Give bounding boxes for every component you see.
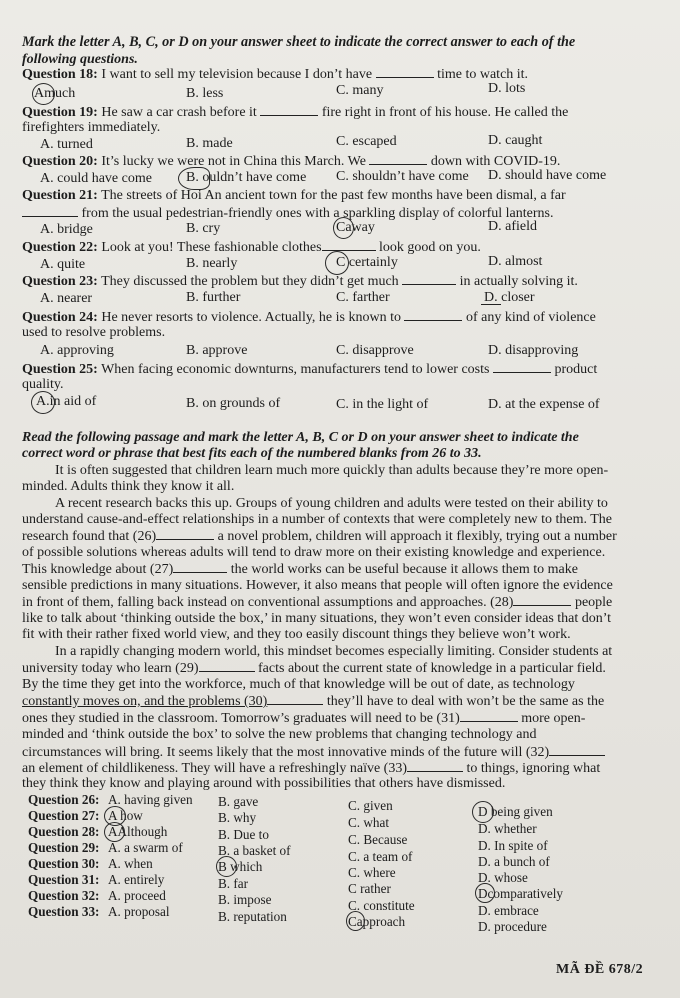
q26-option-b[interactable]: B. gave bbox=[218, 794, 259, 809]
q31-option-c[interactable]: C rather bbox=[348, 881, 391, 896]
question-20: Question 20: It’s lucky we were not in China this March. We down with COVID-19. bbox=[22, 154, 561, 169]
passage-line: constantly moves on, and the problems (30) they’ll have to deal with won’t be the same as the bbox=[22, 694, 605, 709]
q31-option-a[interactable]: A. entirely bbox=[108, 872, 165, 887]
q20-option-a[interactable]: A. could have come bbox=[40, 171, 152, 186]
q33-option-c[interactable]: Capproach bbox=[348, 914, 406, 929]
answer-circle bbox=[178, 167, 210, 190]
q22-option-b[interactable]: B. nearly bbox=[186, 256, 238, 271]
q28-option-a[interactable]: AAlthough bbox=[108, 824, 168, 839]
q19-option-c[interactable]: C. escaped bbox=[336, 134, 397, 149]
q25-option-c[interactable]: C. in the light of bbox=[336, 397, 429, 412]
q19-option-b[interactable]: B. made bbox=[186, 136, 233, 151]
q29-option-d[interactable]: D. a bunch of bbox=[478, 854, 550, 869]
question-24-cont: used to resolve problems. bbox=[22, 325, 166, 340]
instruction-line-1: Mark the letter A, B, C, or D on your answer sheet to indicate the correct answer to each of the bbox=[22, 34, 576, 50]
passage-line: ones they studied in the classroom. Tomorrow’s graduates will need to be (31) more open- bbox=[22, 711, 586, 726]
q29-option-b[interactable]: B. a basket of bbox=[218, 843, 291, 858]
q32-option-a[interactable]: A. proceed bbox=[108, 888, 166, 903]
q31-option-d[interactable]: Dcomparatively bbox=[478, 886, 563, 901]
question-22: Question 22: Look at you! These fashionable clothes look good on you. bbox=[22, 240, 481, 255]
instruction-line-2: following questions. bbox=[22, 52, 138, 67]
q25-option-d[interactable]: D. at the expense of bbox=[488, 397, 600, 412]
question-25: Question 25: When facing economic downturns, manufacturers tend to lower costs product bbox=[22, 362, 598, 377]
q28-option-d[interactable]: D. In spite of bbox=[478, 838, 548, 853]
passage-line: In a rapidly changing modern world, this mindset becomes especially limiting. Consider students at bbox=[55, 644, 613, 659]
q28-option-b[interactable]: B. Due to bbox=[218, 827, 269, 842]
question-23: Question 23: They discussed the problem but they didn’t get much in actually solving it. bbox=[22, 274, 578, 289]
q33-option-b[interactable]: B. reputation bbox=[218, 909, 287, 924]
q27-option-d[interactable]: D. whether bbox=[478, 821, 537, 836]
passage-line: minded and ‘think outside the box’ to solve the new problems that changing technology and bbox=[22, 727, 537, 742]
q30-option-c[interactable]: C. where bbox=[348, 865, 396, 880]
passage-line: minded. Adults think they know it all. bbox=[22, 479, 235, 494]
q18-option-d[interactable]: D. lots bbox=[488, 81, 526, 96]
answer-circle bbox=[346, 911, 365, 931]
q27-label: Question 27: bbox=[28, 808, 100, 823]
question-18: Question 18: I want to sell my television because I don’t have time to watch it. bbox=[22, 67, 529, 82]
q31-option-b[interactable]: B. far bbox=[218, 876, 249, 891]
q32-option-c[interactable]: C. constitute bbox=[348, 898, 415, 913]
instruction2-line-1: Read the following passage and mark the letter A, B, C or D on your answer sheet to indicate the bbox=[22, 430, 579, 445]
q26-option-a[interactable]: A. having given bbox=[108, 792, 193, 807]
q30-option-a[interactable]: A. when bbox=[108, 856, 153, 871]
passage-line: This knowledge about (27) the world works can be useful because it allows them to make bbox=[22, 562, 578, 577]
answer-circle bbox=[32, 83, 55, 105]
q26-label: Question 26: bbox=[28, 792, 100, 807]
answer-circle bbox=[472, 801, 494, 823]
q26-option-d[interactable]: D being given bbox=[478, 804, 553, 819]
question-19: Question 19: He saw a car crash before it fire right in front of his house. He called the bbox=[22, 105, 569, 120]
q29-option-c[interactable]: C. a team of bbox=[348, 849, 413, 864]
passage-line: understand cause-and-effect relationships in a number of contexts that were completely new to them. The bbox=[22, 512, 613, 527]
q19-option-d[interactable]: D. caught bbox=[488, 133, 543, 148]
q33-label: Question 33: bbox=[28, 904, 100, 919]
q20-option-b[interactable]: B. ouldn’t have come bbox=[186, 170, 307, 185]
q26-option-c[interactable]: C. given bbox=[348, 798, 393, 813]
q31-label: Question 31: bbox=[28, 872, 100, 887]
q22-option-a[interactable]: A. quite bbox=[40, 257, 86, 272]
q25-option-a[interactable]: A.in aid of bbox=[36, 394, 97, 409]
passage-line: A recent research backs this up. Groups of young children and adults were tested on their ability to bbox=[55, 496, 608, 511]
q23-option-d[interactable]: D. closer bbox=[484, 290, 535, 305]
q33-option-d[interactable]: D. procedure bbox=[478, 919, 547, 934]
passage-line: they think they know and playing around with possibilities that others have dismissed. bbox=[22, 776, 506, 791]
q23-option-c[interactable]: C. farther bbox=[336, 290, 390, 305]
q24-option-c[interactable]: C. disapprove bbox=[336, 343, 414, 358]
answer-circle bbox=[325, 251, 349, 275]
q27-option-a[interactable]: A how bbox=[108, 808, 143, 823]
q18-option-c[interactable]: C. many bbox=[336, 83, 384, 98]
q21-option-d[interactable]: D. afield bbox=[488, 219, 537, 234]
q29-option-a[interactable]: A. a swarm of bbox=[108, 840, 183, 855]
answer-circle bbox=[475, 883, 495, 903]
instruction2-line-2: correct word or phrase that best fits each of the numbered blanks from 26 to 33. bbox=[22, 446, 482, 461]
q27-option-b[interactable]: B. why bbox=[218, 810, 257, 825]
passage-line: research found that (26) a novel problem, children will approach it flexibly, trying out a number bbox=[22, 529, 617, 544]
q18-option-a[interactable]: Amuch bbox=[34, 86, 76, 101]
q18-option-b[interactable]: B. less bbox=[186, 86, 224, 101]
q21-option-c[interactable]: Caway bbox=[336, 220, 375, 235]
passage-line: of possible solutions whereas adults will tend to draw more on their existing knowledge and experience. bbox=[22, 545, 606, 560]
answer-circle bbox=[333, 217, 354, 239]
answer-mark bbox=[481, 304, 501, 305]
q30-option-b[interactable]: B which bbox=[218, 859, 263, 874]
question-24: Question 24: He never resorts to violence. Actually, he is known to of any kind of violence bbox=[22, 310, 596, 325]
q22-option-d[interactable]: D. almost bbox=[488, 254, 543, 269]
passage-line: fit with their rather fixed world view, and they too easily discount things they believe won’t work. bbox=[22, 627, 571, 642]
q27-option-c[interactable]: C. what bbox=[348, 815, 390, 830]
passage-line: sensible predictions in many situations. However, it also means that people will often ignore the evidence bbox=[22, 578, 613, 593]
q23-option-b[interactable]: B. further bbox=[186, 290, 241, 305]
passage-line: an element of childlikeness. They will have a refreshingly naïve (33) to things, ignoring what bbox=[22, 761, 601, 776]
question-21: Question 21: The streets of Hoi An ancient town for the past few months have been dismal, a far bbox=[22, 188, 566, 203]
q30-option-d[interactable]: D. whose bbox=[478, 870, 528, 885]
question-21-cont: from the usual pedestrian-friendly ones with a sparkling display of colorful lanterns. bbox=[22, 205, 554, 222]
q21-option-b[interactable]: B. cry bbox=[186, 221, 221, 236]
passage-line: By the time they get into the workforce, much of that knowledge will be out of date, as technology bbox=[22, 677, 575, 692]
q30-label: Question 30: bbox=[28, 856, 100, 871]
answer-circle bbox=[31, 391, 55, 414]
passage-line: circumstances will bring. It seems likely that the most innovative minds of the future will (32) bbox=[22, 744, 605, 761]
passage-line: like to talk about ‘thinking outside the box,’ in many situations, they won’t even consider ideas that don’t bbox=[22, 611, 612, 626]
q24-option-b[interactable]: B. approve bbox=[186, 343, 248, 358]
answer-circle bbox=[216, 856, 237, 877]
q33-option-a[interactable]: A. proposal bbox=[108, 904, 170, 919]
q23-option-a[interactable]: A. nearer bbox=[40, 291, 93, 306]
q24-option-d[interactable]: D. disapproving bbox=[488, 343, 579, 358]
q28-label: Question 28: bbox=[28, 824, 100, 839]
exam-code: MÃ ĐỀ 678/2 bbox=[556, 962, 644, 977]
question-19-cont: firefighters immediately. bbox=[22, 120, 161, 135]
question-25-cont: quality. bbox=[22, 377, 64, 392]
q25-option-b[interactable]: B. on grounds of bbox=[186, 396, 281, 411]
answer-circle bbox=[104, 822, 125, 842]
q28-option-c[interactable]: C. Because bbox=[348, 832, 408, 847]
q24-option-a[interactable]: A. approving bbox=[40, 343, 114, 358]
q22-option-c[interactable]: C certainly bbox=[336, 255, 398, 270]
passage-line: It is often suggested that children learn much more quickly than adults because they’re more open- bbox=[55, 463, 609, 478]
q20-option-c[interactable]: C. shouldn’t have come bbox=[336, 169, 469, 184]
q32-option-b[interactable]: B. impose bbox=[218, 892, 272, 907]
passage-line: in front of them, falling back instead on conventional assumptions and approaches. (28) people bbox=[22, 595, 613, 610]
q21-option-a[interactable]: A. bridge bbox=[40, 222, 93, 237]
q20-option-d[interactable]: D. should have come bbox=[488, 168, 607, 183]
q32-option-d[interactable]: D. embrace bbox=[478, 903, 539, 918]
q32-label: Question 32: bbox=[28, 888, 100, 903]
q29-label: Question 29: bbox=[28, 840, 100, 855]
passage-line: university today who learn (29) facts about the current state of knowledge in a particular field. bbox=[22, 661, 606, 676]
q19-option-a[interactable]: A. turned bbox=[40, 137, 93, 152]
